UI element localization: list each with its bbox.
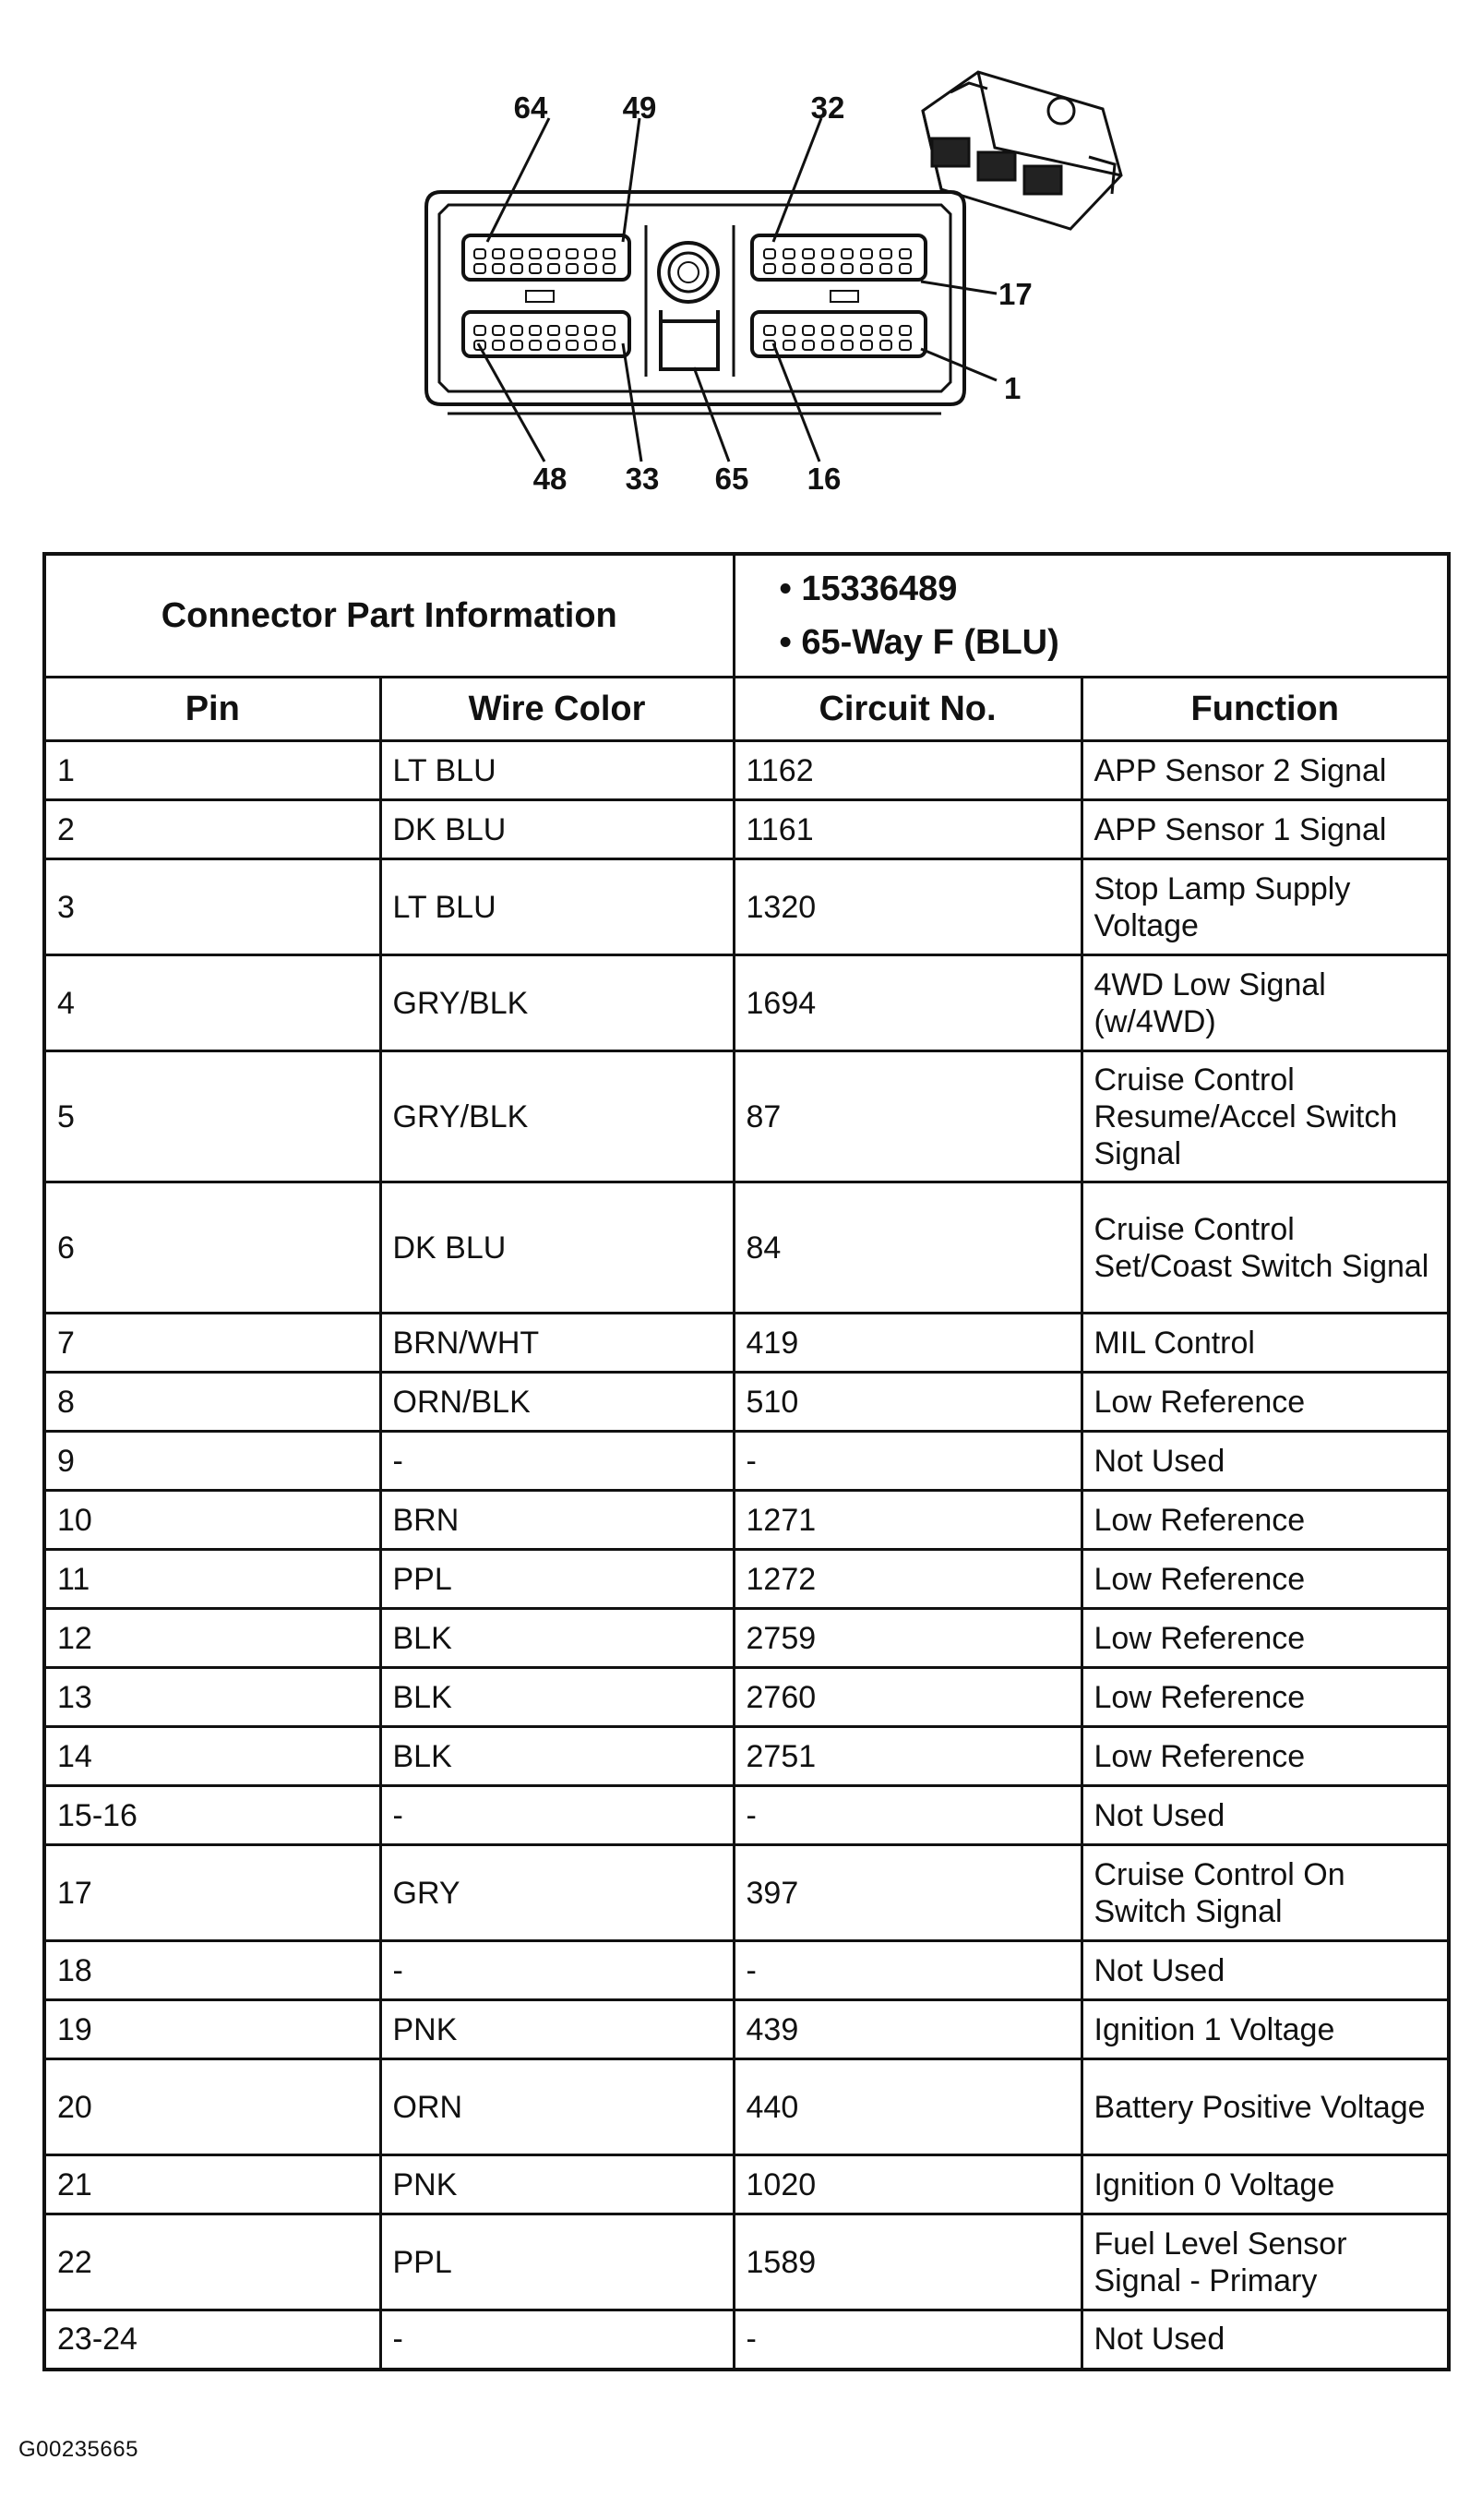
- cell-function: Ignition 1 Voltage: [1082, 2000, 1449, 2059]
- cell-function: MIL Control: [1082, 1314, 1449, 1373]
- cell-circuit-no: 397: [734, 1845, 1082, 1941]
- part-info-values: [734, 554, 1449, 678]
- cell-pin: 1: [44, 741, 380, 800]
- cell-function: Stop Lamp Supply Voltage: [1082, 859, 1449, 955]
- cell-function: Not Used: [1082, 1786, 1449, 1845]
- pin-cavity: [764, 249, 775, 258]
- pin-cavity: [861, 341, 872, 350]
- pin-cavity: [548, 264, 559, 273]
- pin-cavity: [530, 341, 541, 350]
- cell-circuit-no: 440: [734, 2059, 1082, 2155]
- table-row: [44, 1491, 1449, 1550]
- table-row: [44, 2059, 1449, 2155]
- cell-wire-color: DK BLU: [380, 1182, 734, 1314]
- cell-pin: 17: [44, 1845, 380, 1941]
- table-row: [44, 1727, 1449, 1786]
- part-info-row: [44, 554, 1449, 678]
- pin-cavity: [822, 264, 833, 273]
- pin-cavity: [548, 326, 559, 335]
- cell-pin: 20: [44, 2059, 380, 2155]
- pin-cavity: [900, 249, 911, 258]
- pin-cavity: [880, 326, 891, 335]
- cell-wire-color: BLK: [380, 1727, 734, 1786]
- pin-cavity: [511, 341, 522, 350]
- column-header-row: [44, 678, 1449, 741]
- pin-cavity: [604, 326, 615, 335]
- pin-cavity: [861, 326, 872, 335]
- cell-wire-color: LT BLU: [380, 859, 734, 955]
- header-circuit-no: Circuit No.: [734, 678, 1082, 741]
- pin-cavity: [567, 341, 578, 350]
- table-row: [44, 955, 1449, 1051]
- table-row: [44, 1668, 1449, 1727]
- pin-cavity: [861, 249, 872, 258]
- pin-cavity: [803, 326, 814, 335]
- cell-wire-color: ORN/BLK: [380, 1373, 734, 1432]
- cell-circuit-no: 2759: [734, 1609, 1082, 1668]
- cell-pin: 22: [44, 2214, 380, 2310]
- cell-wire-color: PPL: [380, 2214, 734, 2310]
- pin-label-17: 17: [998, 277, 1033, 311]
- pin-label-64: 64: [513, 90, 548, 125]
- table-row: [44, 1845, 1449, 1941]
- cell-circuit-no: 84: [734, 1182, 1082, 1314]
- cell-wire-color: -: [380, 2310, 734, 2370]
- table-row: [44, 2000, 1449, 2059]
- table-row: [44, 1373, 1449, 1432]
- cell-pin: 19: [44, 2000, 380, 2059]
- pin-cavity: [604, 341, 615, 350]
- pin-cavity: [585, 249, 596, 258]
- cell-circuit-no: 419: [734, 1314, 1082, 1373]
- part-number: • 15336489: [780, 562, 1437, 616]
- pin-cavity: [783, 249, 795, 258]
- table-row: [44, 2214, 1449, 2310]
- pin-cavity: [511, 326, 522, 335]
- pin-cavity: [842, 326, 853, 335]
- table-row: [44, 1314, 1449, 1373]
- cell-function: Low Reference: [1082, 1373, 1449, 1432]
- header-function: Function: [1082, 678, 1449, 741]
- pin-cavity: [474, 326, 485, 335]
- cell-wire-color: LT BLU: [380, 741, 734, 800]
- pin-cavity: [900, 341, 911, 350]
- pin-cavity: [548, 341, 559, 350]
- cell-function: Cruise Control Set/Coast Switch Signal: [1082, 1182, 1449, 1314]
- pin-cavity: [764, 326, 775, 335]
- pin-cavity: [842, 341, 853, 350]
- table-row: [44, 1051, 1449, 1182]
- pin-cavity: [880, 341, 891, 350]
- cell-function: APP Sensor 2 Signal: [1082, 741, 1449, 800]
- pin-cavity: [493, 326, 504, 335]
- pin-cavity: [493, 341, 504, 350]
- pin-cavity: [474, 249, 485, 258]
- pin-cavity: [803, 249, 814, 258]
- part-info-label: Connector Part Information: [44, 554, 734, 678]
- cell-wire-color: BRN: [380, 1491, 734, 1550]
- table-row: [44, 859, 1449, 955]
- pin-cavity: [803, 264, 814, 273]
- cell-wire-color: -: [380, 1786, 734, 1845]
- cell-circuit-no: 1020: [734, 2155, 1082, 2214]
- table-row: [44, 1609, 1449, 1668]
- pin-label-48: 48: [532, 462, 568, 496]
- pin-cavity: [783, 264, 795, 273]
- cell-circuit-no: 1694: [734, 955, 1082, 1051]
- pin-cavity: [567, 249, 578, 258]
- cell-pin: 11: [44, 1550, 380, 1609]
- pin-label-1: 1: [1004, 371, 1022, 405]
- pin-cavity: [604, 249, 615, 258]
- cell-pin: 18: [44, 1941, 380, 2000]
- pin-cavity: [900, 326, 911, 335]
- cell-wire-color: PNK: [380, 2155, 734, 2214]
- cell-circuit-no: 1589: [734, 2214, 1082, 2310]
- cell-wire-color: PNK: [380, 2000, 734, 2059]
- cell-pin: 21: [44, 2155, 380, 2214]
- pin-cavity: [880, 264, 891, 273]
- table-row: [44, 1550, 1449, 1609]
- cell-circuit-no: 1320: [734, 859, 1082, 955]
- pin-cavity: [783, 326, 795, 335]
- connector-pinout-table: [42, 552, 1451, 2371]
- cell-pin: 3: [44, 859, 380, 955]
- cell-function: 4WD Low Signal (w/4WD): [1082, 955, 1449, 1051]
- table-row: [44, 2310, 1449, 2370]
- cell-function: Battery Positive Voltage: [1082, 2059, 1449, 2155]
- pin-cavity: [880, 249, 891, 258]
- cell-pin: 23-24: [44, 2310, 380, 2370]
- cell-pin: 15-16: [44, 1786, 380, 1845]
- cell-function: Not Used: [1082, 1432, 1449, 1491]
- cell-circuit-no: 1161: [734, 800, 1082, 859]
- pin-cavity: [548, 249, 559, 258]
- cell-circuit-no: 1162: [734, 741, 1082, 800]
- cell-wire-color: GRY: [380, 1845, 734, 1941]
- pin-cavity: [822, 341, 833, 350]
- cell-wire-color: GRY/BLK: [380, 1051, 734, 1182]
- pin-cavity: [803, 341, 814, 350]
- table-row: [44, 741, 1449, 800]
- cell-pin: 6: [44, 1182, 380, 1314]
- table-row: [44, 1941, 1449, 2000]
- pin-cavity: [900, 264, 911, 273]
- cell-pin: 7: [44, 1314, 380, 1373]
- cell-pin: 9: [44, 1432, 380, 1491]
- pin-cavity: [585, 341, 596, 350]
- pin-cavity: [842, 264, 853, 273]
- cell-wire-color: -: [380, 1941, 734, 2000]
- cell-wire-color: BLK: [380, 1609, 734, 1668]
- cell-wire-color: DK BLU: [380, 800, 734, 859]
- cell-circuit-no: 2760: [734, 1668, 1082, 1727]
- pin-label-32: 32: [810, 90, 845, 125]
- cell-circuit-no: 439: [734, 2000, 1082, 2059]
- cell-function: Fuel Level Sensor Signal - Primary: [1082, 2214, 1449, 2310]
- cell-wire-color: -: [380, 1432, 734, 1491]
- pin-cavity: [511, 249, 522, 258]
- cell-function: Not Used: [1082, 2310, 1449, 2370]
- pin-cavity: [764, 264, 775, 273]
- header-wire-color: Wire Color: [380, 678, 734, 741]
- pin-cavity: [567, 264, 578, 273]
- pin-cavity: [567, 326, 578, 335]
- header-pin: Pin: [44, 678, 380, 741]
- pin-label-33: 33: [625, 462, 660, 496]
- cell-function: APP Sensor 1 Signal: [1082, 800, 1449, 859]
- table-row: [44, 1432, 1449, 1491]
- cell-circuit-no: -: [734, 2310, 1082, 2370]
- table-row: [44, 800, 1449, 859]
- cell-pin: 14: [44, 1727, 380, 1786]
- pin-label-16: 16: [807, 462, 842, 496]
- pin-cavity: [585, 326, 596, 335]
- connector-face-diagram: [0, 0, 1482, 517]
- cell-wire-color: PPL: [380, 1550, 734, 1609]
- cell-circuit-no: 1271: [734, 1491, 1082, 1550]
- pin-cavity: [585, 264, 596, 273]
- pin-cavity: [861, 264, 872, 273]
- cell-function: Ignition 0 Voltage: [1082, 2155, 1449, 2214]
- pin-cavity: [493, 264, 504, 273]
- connector-description: • 65-Way F (BLU): [780, 616, 1437, 669]
- cell-function: Not Used: [1082, 1941, 1449, 2000]
- cell-function: Low Reference: [1082, 1609, 1449, 1668]
- pin-cavity: [474, 264, 485, 273]
- cell-pin: 10: [44, 1491, 380, 1550]
- cell-wire-color: GRY/BLK: [380, 955, 734, 1051]
- cell-circuit-no: 510: [734, 1373, 1082, 1432]
- pin-cavity: [822, 249, 833, 258]
- cell-circuit-no: -: [734, 1432, 1082, 1491]
- connector-3d-sketch: [923, 72, 1121, 229]
- cell-circuit-no: 87: [734, 1051, 1082, 1182]
- cell-circuit-no: 2751: [734, 1727, 1082, 1786]
- cell-pin: 4: [44, 955, 380, 1051]
- pin-label-65: 65: [714, 462, 749, 496]
- key-slot: [661, 321, 718, 369]
- cell-function: Low Reference: [1082, 1727, 1449, 1786]
- cell-circuit-no: 1272: [734, 1550, 1082, 1609]
- cell-function: Low Reference: [1082, 1668, 1449, 1727]
- pin-cavity: [783, 341, 795, 350]
- pin-cavity: [530, 249, 541, 258]
- pin-cavity: [530, 326, 541, 335]
- cell-wire-color: BLK: [380, 1668, 734, 1727]
- cell-wire-color: ORN: [380, 2059, 734, 2155]
- cell-pin: 12: [44, 1609, 380, 1668]
- pin-cavity: [493, 249, 504, 258]
- pin-cavity: [822, 326, 833, 335]
- cell-circuit-no: -: [734, 1941, 1082, 2000]
- pin-cavity: [842, 249, 853, 258]
- table-row: [44, 1786, 1449, 1845]
- pin-cavity: [530, 264, 541, 273]
- pin-cavity: [511, 264, 522, 273]
- cell-pin: 8: [44, 1373, 380, 1432]
- table-row: [44, 1182, 1449, 1314]
- cell-function: Cruise Control On Switch Signal: [1082, 1845, 1449, 1941]
- cell-pin: 2: [44, 800, 380, 859]
- cell-function: Low Reference: [1082, 1491, 1449, 1550]
- cell-function: Cruise Control Resume/Accel Switch Signal: [1082, 1051, 1449, 1182]
- cell-pin: 13: [44, 1668, 380, 1727]
- cell-function: Low Reference: [1082, 1550, 1449, 1609]
- table-row: [44, 2155, 1449, 2214]
- pin-cavity: [604, 264, 615, 273]
- pin-label-49: 49: [622, 90, 657, 125]
- figure-id: G00235665: [18, 2437, 138, 2462]
- cell-circuit-no: -: [734, 1786, 1082, 1845]
- cell-pin: 5: [44, 1051, 380, 1182]
- cell-wire-color: BRN/WHT: [380, 1314, 734, 1373]
